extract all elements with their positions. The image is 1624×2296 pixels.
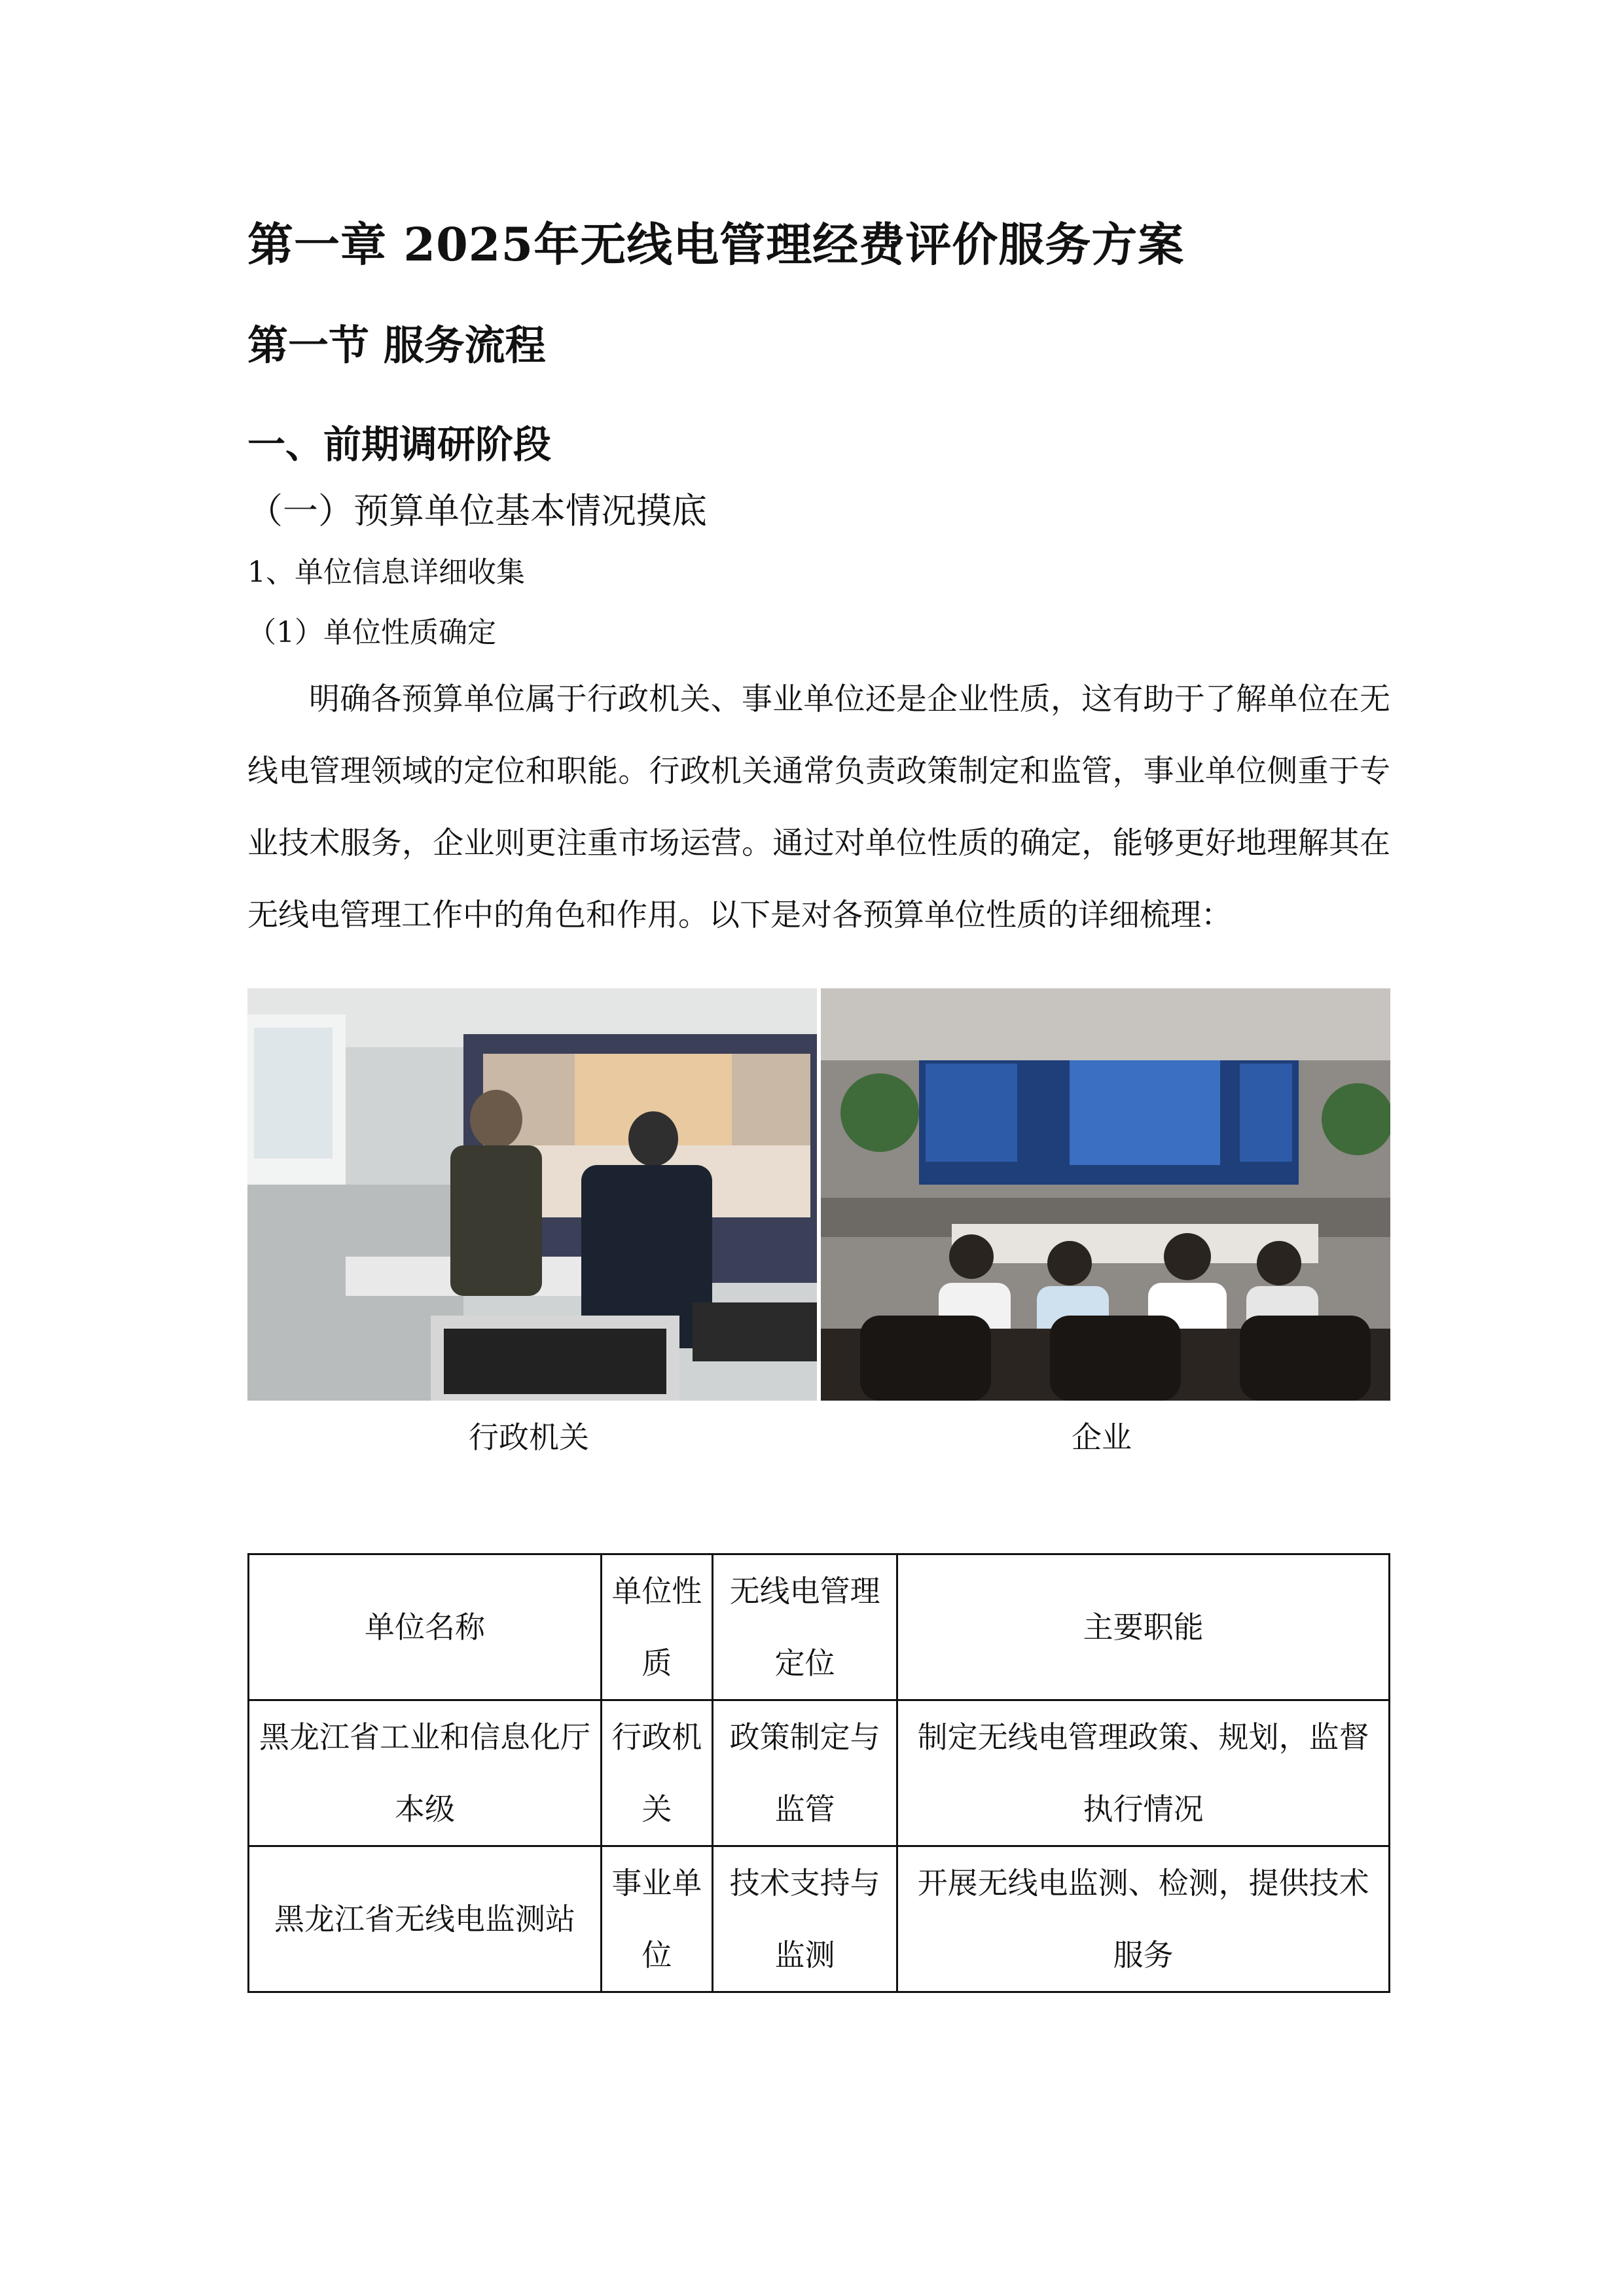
- header-radio-positioning: 无线电管理定位: [712, 1554, 897, 1700]
- header-main-functions: 主要职能: [897, 1554, 1390, 1700]
- header-unit-nature: 单位性质: [602, 1554, 713, 1700]
- table-cell: 技术支持与监测: [712, 1846, 897, 1992]
- table-cell: 行政机关: [602, 1700, 713, 1846]
- table-row: [249, 1700, 1390, 1846]
- item-title: 1、单位信息详细收集: [247, 556, 525, 589]
- unit-nature-table: [247, 1553, 1390, 1993]
- table-cell: 黑龙江省无线电监测站: [249, 1846, 602, 1992]
- government-office-photo: [247, 988, 817, 1401]
- section-title: 第一节 服务流程: [247, 321, 546, 369]
- table-cell: 黑龙江省工业和信息化厅本级: [249, 1700, 602, 1846]
- chapter-title: 第一章 2025年无线电管理经费评价服务方案: [247, 217, 1185, 272]
- table-cell: 政策制定与监管: [712, 1700, 897, 1846]
- photo-row: [247, 988, 1390, 1401]
- subsection-title: 一、前期调研阶段: [247, 422, 552, 467]
- table-header-row: [249, 1554, 1390, 1700]
- table-row: [249, 1846, 1390, 1992]
- subitem-title: （1）单位性质确定: [247, 616, 496, 649]
- enterprise-meeting-photo: [821, 988, 1390, 1401]
- table-cell: 开展无线电监测、检测，提供技术服务: [897, 1846, 1390, 1992]
- header-unit-name: 单位名称: [249, 1554, 602, 1700]
- table-cell: 制定无线电管理政策、规划，监督执行情况: [897, 1700, 1390, 1846]
- table-cell: 事业单位: [602, 1846, 713, 1992]
- right-photo-caption: 企业: [1072, 1420, 1132, 1455]
- body-paragraph: 明确各预算单位属于行政机关、事业单位还是企业性质，这有助于了解单位在无线电管理领域的定位和职能。行政机关通常负责政策制定和监管，事业单位侧重于专业技术服务，企业则更注重市场运营。通过对单位性质的确定，能够更好地理解其在无线电管理工作中的角色和作用。以下是对各预算单位性质的详细梳理：: [247, 681, 1390, 933]
- left-photo-caption: 行政机关: [469, 1420, 589, 1455]
- subsubsection-title: （一）预算单位基本情况摸底: [247, 490, 707, 531]
